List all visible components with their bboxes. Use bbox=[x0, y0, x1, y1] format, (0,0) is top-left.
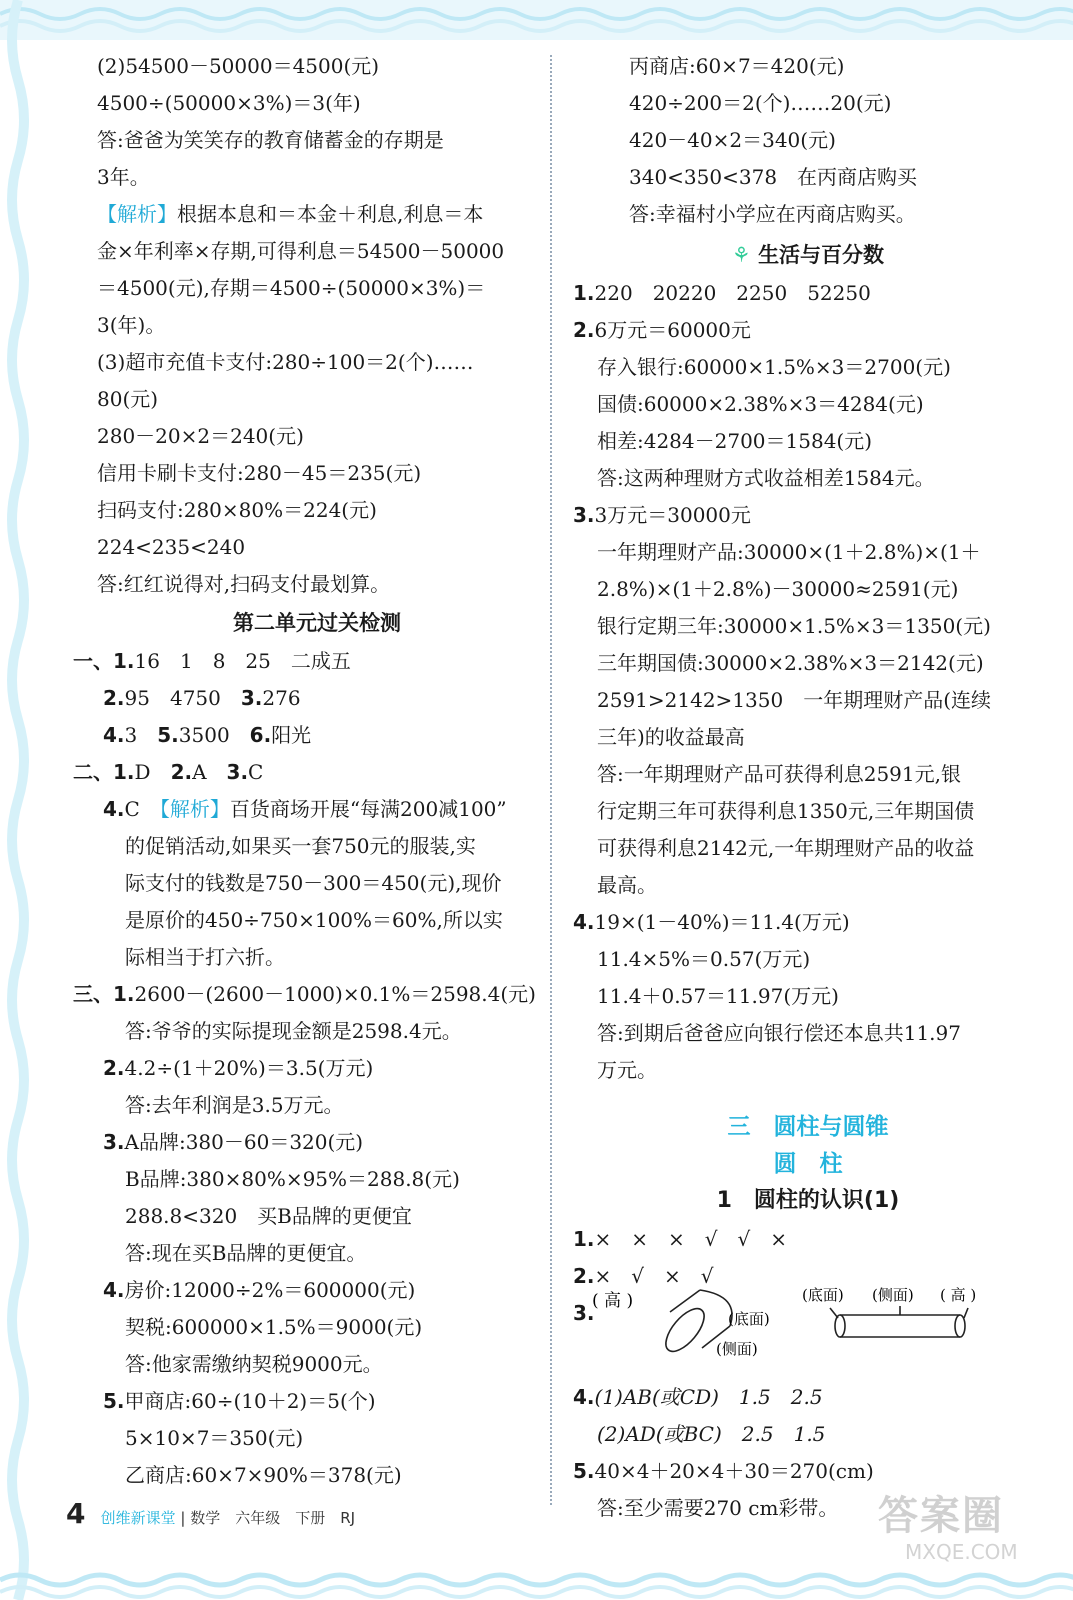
text-line: 契税:600000×1.5%＝9000(元) bbox=[125, 1315, 423, 1339]
answer-line: 2.95 4750 3.276 bbox=[103, 686, 301, 710]
text-line: 420－40×2＝340(元) bbox=[629, 128, 836, 152]
text-line: 答:幸福村小学应在丙商店购买。 bbox=[629, 202, 916, 226]
analysis-text: 根据本息和＝本金＋利息,利息＝本 bbox=[177, 202, 484, 226]
text-line: 11.4×5%＝0.57(万元) bbox=[597, 947, 811, 971]
unit-title: 三 圆柱与圆锥 bbox=[727, 1114, 889, 1140]
text-line: 11.4＋0.57＝11.97(万元) bbox=[597, 984, 839, 1008]
answer-line: 2.× √ × √ bbox=[573, 1264, 714, 1288]
text-line: (3)超市充值卡支付:280÷100＝2(个)…… bbox=[97, 350, 474, 374]
text-line: 最高。 bbox=[597, 873, 657, 897]
sprout-icon: ⚘ bbox=[731, 243, 751, 267]
text-line: 答:去年利润是3.5万元。 bbox=[125, 1093, 344, 1117]
top-wave-border bbox=[0, 0, 1073, 40]
label-base-left: (底面) bbox=[728, 1310, 770, 1328]
answer-line: 一、1.16 1 8 25 二成五 bbox=[73, 649, 351, 673]
text-line: 4500÷(50000×3%)＝3(年) bbox=[97, 91, 361, 115]
text-line: 银行定期三年:30000×1.5%×3＝1350(元) bbox=[597, 614, 991, 638]
horizontal-cylinder-diagram bbox=[800, 1282, 1040, 1352]
text-line: 际相当于打六折。 bbox=[125, 945, 285, 969]
text-line: 国债:60000×2.38%×3＝4284(元) bbox=[597, 392, 924, 416]
column-divider bbox=[550, 55, 552, 1505]
answer-line: 二、1.D 2.A 3.C bbox=[73, 760, 264, 784]
text-line: 行定期三年可获得利息1350元,三年期国债 bbox=[597, 799, 975, 823]
text-line: 420÷200＝2(个)……20(元) bbox=[629, 91, 892, 115]
text-line: 3年。 bbox=[97, 165, 150, 189]
sub-title: 圆 柱 bbox=[773, 1151, 843, 1177]
text-line: 际支付的钱数是750－300＝450(元),现价 bbox=[125, 871, 502, 895]
book-info: 数学 六年级 下册 RJ bbox=[190, 1509, 356, 1527]
text-line: ＝4500(元),存期＝4500÷(50000×3%)＝ bbox=[97, 276, 486, 300]
section-title: ⚘ 生活与百分数 bbox=[731, 243, 885, 267]
text-line: 2.8%)×(1＋2.8%)－30000≈2591(元) bbox=[597, 577, 959, 601]
answer-line: 4.C 【解析】百货商场开展“每满200减100” bbox=[103, 797, 507, 821]
text-line: 的促销活动,如果买一套750元的服装,实 bbox=[125, 834, 476, 858]
text-line: 答:爸爸为笑笑存的教育储蓄金的存期是 bbox=[97, 128, 444, 152]
answer-line: 2.4.2÷(1＋20%)＝3.5(万元) bbox=[103, 1056, 374, 1080]
text-line: 280－20×2＝240(元) bbox=[97, 424, 304, 448]
text-line: 288.8<320 买B品牌的更便宜 bbox=[125, 1204, 412, 1228]
label-height-left: ( 高 ) bbox=[592, 1291, 634, 1311]
left-wave-border bbox=[0, 0, 36, 1600]
text-line: 万元。 bbox=[597, 1058, 657, 1082]
analysis-tag: 【解析】 bbox=[159, 797, 230, 821]
answer-line: 3.A品牌:380－60＝320(元) bbox=[103, 1130, 364, 1154]
answer-line: 1.× × × √ √ × bbox=[573, 1227, 788, 1251]
answer-line: 三、1.2600－(2600－1000)×0.1%＝2598.4(元) bbox=[73, 982, 536, 1006]
answer-line: 5.甲商店:60÷(10＋2)＝5(个) bbox=[103, 1389, 376, 1413]
text-line: 相差:4284－2700＝1584(元) bbox=[597, 429, 873, 453]
text-line: 答:到期后爸爸应向银行偿还本息共11.97 bbox=[597, 1021, 961, 1045]
text-line: 5×10×7＝350(元) bbox=[125, 1426, 304, 1450]
answer-line: 4.(1)AB(或CD) 1.5 2.5 bbox=[573, 1385, 823, 1409]
answer-line: 4.19×(1－40%)＝11.4(万元) bbox=[573, 910, 850, 934]
text-line: 丙商店:60×7＝420(元) bbox=[629, 54, 845, 78]
label-base-right: (底面) bbox=[802, 1286, 844, 1304]
answer-line: 5.40×4＋20×4＋30＝270(cm) bbox=[573, 1459, 874, 1483]
text-line: 乙商店:60×7×90%＝378(元) bbox=[125, 1463, 402, 1487]
answer-line: 3. bbox=[573, 1301, 595, 1325]
answer-line: 2.6万元＝60000元 bbox=[573, 318, 751, 342]
lesson-title: 1 圆柱的认识(1) bbox=[716, 1188, 900, 1213]
bottom-wave-border bbox=[0, 1560, 1073, 1600]
label-side-left: (侧面) bbox=[716, 1340, 758, 1358]
label-height-right: ( 高 ) bbox=[940, 1286, 977, 1304]
text-line: (2)54500－50000＝4500(元) bbox=[97, 54, 380, 78]
tilted-cylinder-diagram bbox=[590, 1288, 800, 1368]
analysis-line bbox=[97, 196, 537, 233]
watermark-url: MXQE.COM bbox=[905, 1540, 1018, 1564]
text-line: 答:一年期理财产品可获得利息2591元,银 bbox=[597, 762, 961, 786]
text-line: 80(元) bbox=[97, 387, 159, 411]
left-column bbox=[73, 48, 537, 1494]
text-line: 是原价的450÷750×100%＝60%,所以实 bbox=[125, 908, 503, 932]
text-line: 金×年利率×存期,可得利息＝54500－50000 bbox=[97, 239, 505, 263]
text-line: 答:红红说得对,扫码支付最划算。 bbox=[97, 572, 391, 596]
answer-line: 4.3 5.3500 6.阳光 bbox=[103, 723, 312, 747]
section-title: 第二单元过关检测 bbox=[233, 611, 401, 635]
watermark-logo: 答案圈 bbox=[878, 1493, 1004, 1539]
text-line: 3(年)。 bbox=[97, 313, 166, 337]
answer-line: 1.220 20220 2250 52250 bbox=[573, 281, 871, 305]
text-line: B品牌:380×80%×95%＝288.8(元) bbox=[125, 1167, 460, 1191]
text-line: 存入银行:60000×1.5%×3＝2700(元) bbox=[597, 355, 951, 379]
text-line: 扫码支付:280×80%＝224(元) bbox=[97, 498, 377, 522]
text-line: 2591>2142>1350 一年期理财产品(连续 bbox=[597, 688, 992, 712]
text-line: 340<350<378 在丙商店购买 bbox=[629, 165, 918, 189]
label-side-right: (侧面) bbox=[872, 1286, 914, 1304]
text-line: 答:爷爷的实际提现金额是2598.4元。 bbox=[125, 1019, 462, 1043]
text-line: 可获得利息2142元,一年期理财产品的收益 bbox=[597, 836, 975, 860]
analysis-tag: 【解析】 bbox=[97, 202, 177, 226]
text-line: 三年)的收益最高 bbox=[597, 725, 745, 749]
answer-line: (2)AD(或BC) 2.5 1.5 bbox=[597, 1422, 826, 1446]
page-number: 4 bbox=[66, 1497, 86, 1530]
answer-line: 4.房价:12000÷2%＝600000(元) bbox=[103, 1278, 416, 1302]
brand-name: 创维新课堂 bbox=[100, 1509, 176, 1527]
text-line: 答:至少需要270 cm彩带。 bbox=[597, 1496, 839, 1520]
text-line: 信用卡刷卡支付:280－45＝235(元) bbox=[97, 461, 422, 485]
text-line: 答:现在买B品牌的更便宜。 bbox=[125, 1241, 367, 1265]
text-line: 答:这两种理财方式收益相差1584元。 bbox=[597, 466, 935, 490]
text-line: 224<235<240 bbox=[97, 535, 246, 559]
text-line: 答:他家需缴纳契税9000元。 bbox=[125, 1352, 383, 1376]
page-footer: 4 创维新课堂 | 数学 六年级 下册 RJ bbox=[66, 1497, 356, 1530]
text-line: 一年期理财产品:30000×(1＋2.8%)×(1＋ bbox=[597, 540, 981, 564]
answer-line: 3.3万元＝30000元 bbox=[573, 503, 751, 527]
text-line: 三年期国债:30000×2.38%×3＝2142(元) bbox=[597, 651, 984, 675]
